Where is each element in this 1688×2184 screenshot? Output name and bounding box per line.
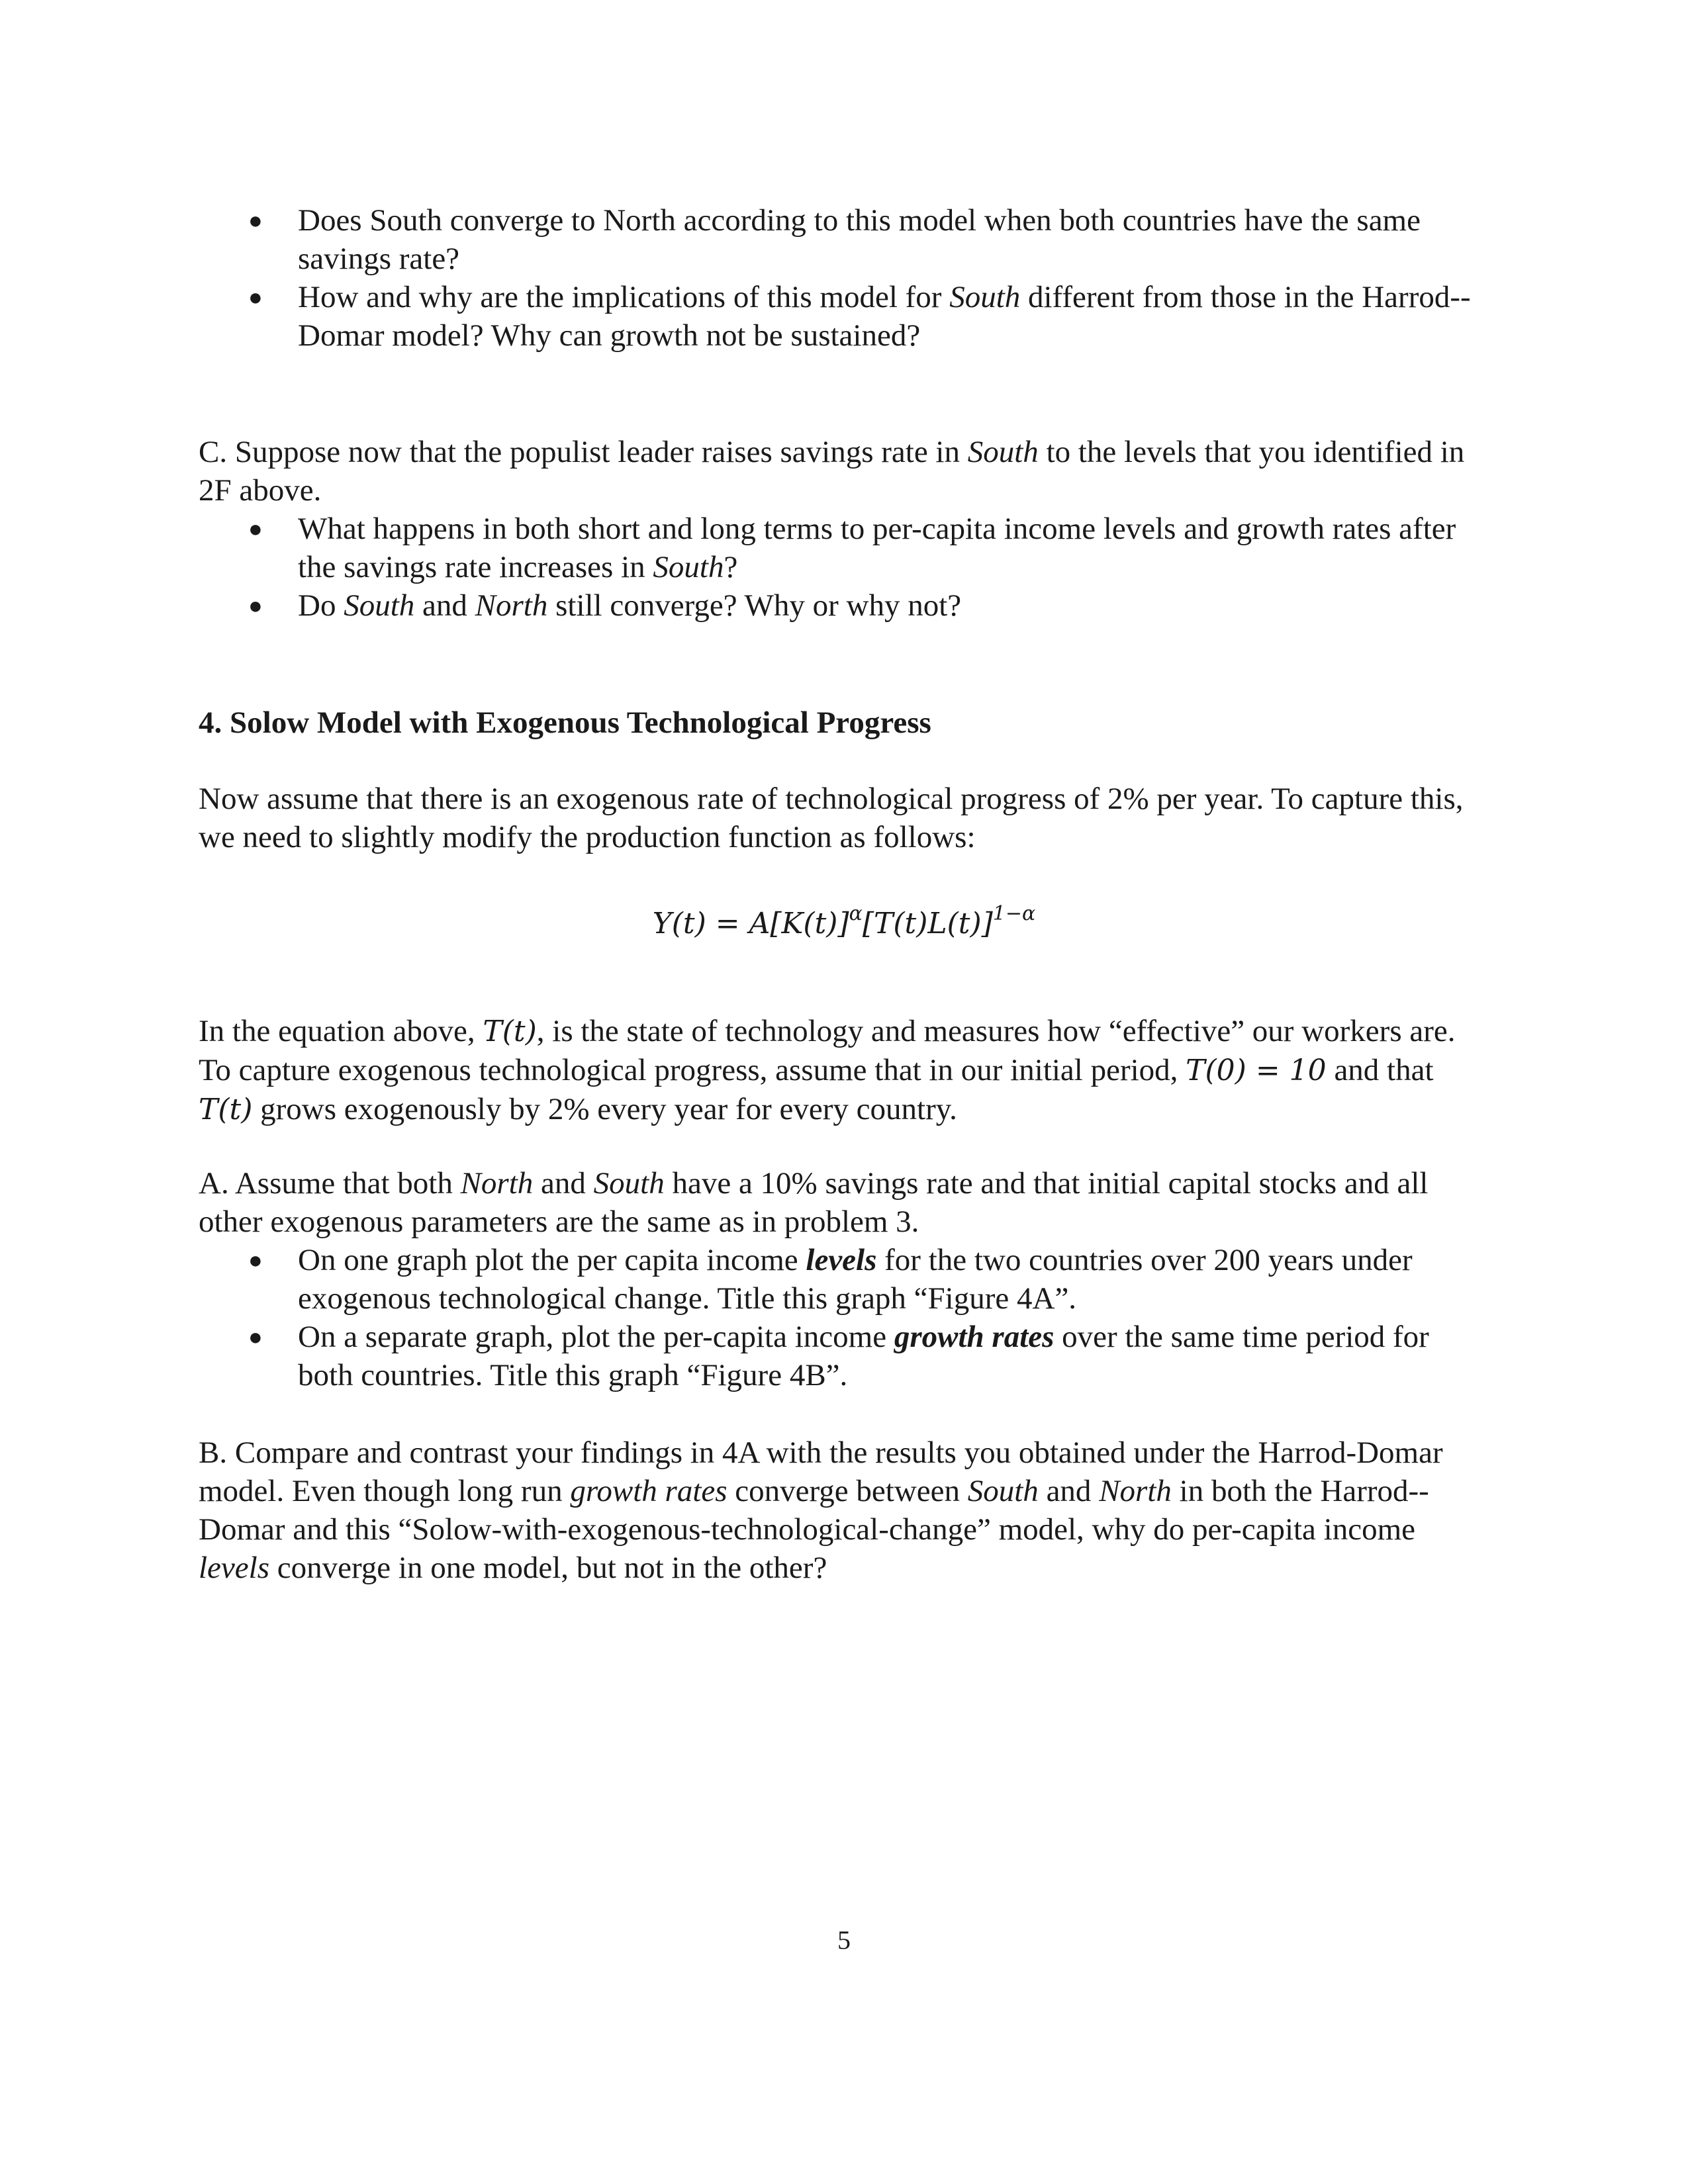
inline-math: T(t) (199, 1093, 253, 1126)
italic-term: South (967, 1474, 1039, 1508)
section-4a-intro: A. Assume that both North and South have a 10% savings rate and that initial capital stocks and all other exogenous parameters are the same as in problem 3. (199, 1166, 1429, 1239)
italic-term: North (1099, 1474, 1172, 1508)
bullet-icon: ● (248, 592, 263, 619)
italic-term: South (653, 550, 724, 584)
bullet-item: ● How and why are the implications of this model for South different from those in the Harrod--Domar model? Why can growth not be sustained? (199, 278, 1489, 355)
italic-term: South (593, 1166, 665, 1201)
italic-term: growth rates (570, 1474, 727, 1508)
italic-term: North (475, 588, 548, 623)
italic-term: levels (199, 1551, 269, 1585)
italic-term: South (949, 280, 1021, 314)
bold-italic-term: levels (806, 1243, 877, 1277)
production-function-equation: $Y(t) = A[K(t)]^\alpha[T(t)L(t)]^{1-\alpha}$ (652, 902, 1036, 940)
bullet-icon: ● (248, 1247, 263, 1273)
bullet-item: ● Do South and North still converge? Why or why not? (199, 586, 1489, 625)
bullet-item: ● On one graph plot the per capita income levels for the two countries over 200 years under exogenous technological change. Title this graph “Figure 4A”. (199, 1241, 1489, 1318)
page-number: 5 (837, 1925, 851, 1955)
section-3c-bullet-list (199, 510, 1489, 625)
bullet-item: ● On a separate graph, plot the per-capita income growth rates over the same time period for both countries. Title this graph “Figure 4B”. (199, 1318, 1489, 1394)
bullet-item: ● Does South converge to North according to this model when both countries have the same savings rate? (199, 201, 1489, 278)
section-4b-text: B. Compare and contrast your findings in 4A with the results you obtained under the Harrod-Domar model. Even though long run growth rates converge between South and North in both the Harrod--Domar and this “Solow-with-exogenous-technological-change” model, why do per-capita income levels converge in one model, but not in the other? (199, 1435, 1443, 1585)
section-3b-bullet-list (199, 201, 1489, 355)
bullet-icon: ● (248, 284, 263, 310)
section-4-heading: 4. Solow Model with Exogenous Technological Progress (199, 705, 931, 740)
italic-term: South (344, 588, 415, 623)
italic-term: North (460, 1166, 534, 1201)
bullet-icon: ● (248, 516, 263, 542)
bold-italic-term: growth rates (894, 1320, 1055, 1354)
bullet-icon: ● (248, 1324, 263, 1350)
section-4a-bullet-list (199, 1241, 1489, 1394)
bullet-icon: ● (248, 207, 263, 234)
section-4-intro: Now assume that there is an exogenous rate of technological progress of 2% per year. To capture this, we need to slightly modify the production function as follows: (199, 782, 1464, 854)
section-4-explanation: In the equation above, T(t), is the state of technology and measures how “effective” our workers are. To capture exogenous technological progress, assume that in our initial period, T(0) = 10 and that T(t) grows exogenously by 2% every year for every country. (199, 1014, 1456, 1126)
inline-math: T(t) (483, 1015, 537, 1048)
bullet-item: ● What happens in both short and long terms to per-capita income levels and growth rates after the savings rate increases in South? (199, 510, 1489, 586)
section-3c-intro: C. Suppose now that the populist leader raises savings rate in South to the levels that you identified in 2F above. (199, 435, 1465, 508)
inline-math: T(0) = 10 (1186, 1054, 1327, 1087)
italic-term: South (967, 435, 1039, 469)
